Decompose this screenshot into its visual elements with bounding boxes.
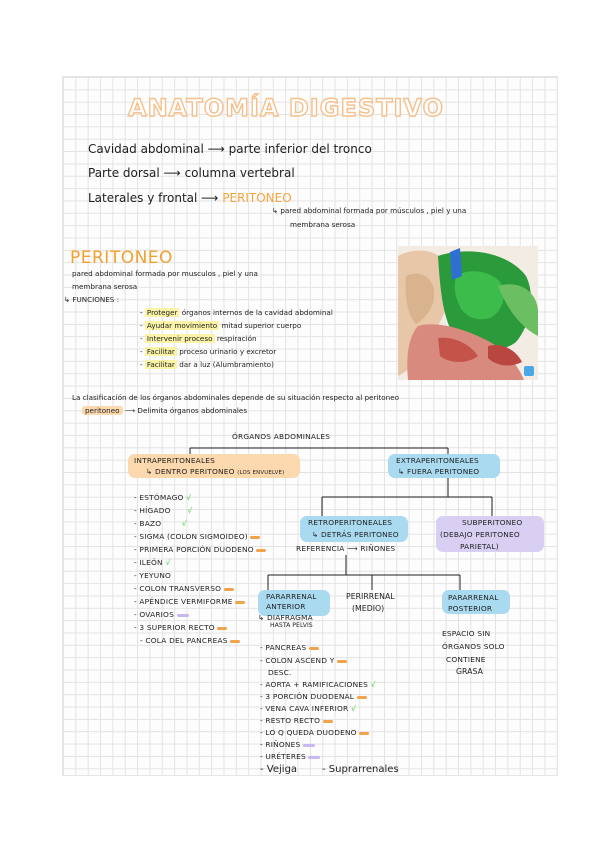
pararrenal-posterior-l1: PARARRENAL bbox=[448, 593, 499, 602]
intra-organ: - BAZO √ bbox=[134, 519, 187, 528]
retro-organ-suprarrenales: - Suprarrenales bbox=[322, 764, 399, 775]
retro-organ: - URÉTERES bbox=[260, 753, 320, 760]
pararrenal-anterior-l4: HASTA PELVIS bbox=[270, 622, 313, 629]
intra-organ: - COLON TRANSVERSO bbox=[134, 585, 234, 592]
retro-organ: - LO Q QUEDA DUODENO bbox=[260, 729, 369, 736]
page-title: ANATOMÍA DIGESTIVO bbox=[128, 94, 444, 122]
intra-title: INTRAPERITONEALES bbox=[134, 456, 216, 465]
function-item: - Intervenir proceso respiración bbox=[140, 334, 257, 343]
intra-organ: - YEYUNO bbox=[134, 571, 172, 580]
abdomen-illustration bbox=[398, 246, 538, 380]
function-item: - Facilitar dar a luz (Alumbramiento) bbox=[140, 360, 274, 369]
retro-reference: REFERENCIA ⟶ RIÑONES bbox=[296, 544, 396, 553]
sub-line-3: PARIETAL) bbox=[460, 542, 499, 551]
intra-organ: - SIGMA (COLON SIGMOIDEO) bbox=[134, 533, 260, 540]
function-item: - Facilitar proceso urinario y excretor bbox=[140, 347, 277, 356]
peritoneo-heading: PERITONEO bbox=[70, 248, 173, 268]
pararrenal-anterior-l3: ↳ DIAFRAGMA bbox=[258, 613, 313, 622]
intra-organ: - COLA DEL PANCREAS bbox=[140, 637, 240, 644]
retro-organ: - AORTA + RAMIFICACIONES √ bbox=[260, 680, 376, 689]
function-item: - Proteger órganos internos de la cavidad abdominal bbox=[140, 308, 333, 317]
sub-line-2: (DEBAJO PERITONEO bbox=[440, 530, 520, 539]
retro-sub: ↳ DETRÁS PERITONEO bbox=[312, 530, 399, 539]
retro-organ: - PANCREAS bbox=[260, 644, 319, 651]
retro-organ: - COLON ASCEND Y bbox=[260, 657, 347, 664]
retro-organ: - VENA CAVA INFERIOR √ bbox=[260, 704, 357, 713]
peritoneo-definition: pared abdominal formada por musculos , piel y una bbox=[72, 269, 258, 278]
pararrenal-anterior-l1: PARARRENAL bbox=[266, 592, 317, 601]
intra-organ: - ILEÓN √ bbox=[134, 558, 171, 567]
posterior-note: ÓRGANOS SOLO bbox=[442, 642, 505, 651]
classification-text-2: peritoneo ⟶ Delimita órganos abdominales bbox=[82, 407, 247, 414]
intra-sub: ↳ DENTRO PERITONEO (LOS ENVUELVE) bbox=[146, 467, 285, 476]
perirrenal-l2: (MEDIO) bbox=[352, 604, 385, 613]
peritoneo-definition-2: membrana serosa bbox=[72, 282, 138, 291]
sub-title: SUBPERITONEO bbox=[462, 518, 523, 527]
posterior-note: ESPACIO SIN bbox=[442, 629, 491, 638]
retro-organ: - RIÑONES bbox=[260, 741, 315, 748]
tree-root: ÓRGANOS ABDOMINALES bbox=[232, 432, 331, 441]
retro-organ-last: - Vejiga bbox=[260, 764, 298, 775]
intra-organ: - OVARIOS bbox=[134, 611, 189, 618]
posterior-note: GRASA bbox=[456, 667, 483, 676]
classification-text: La clasificación de los órganos abdominales depende de su situación respecto al peritoneo bbox=[72, 393, 400, 402]
perirrenal-l1: PERIRRENAL bbox=[346, 592, 395, 601]
functions-label: ↳ FUNCIONES : bbox=[64, 295, 120, 304]
intra-organ: - APÉNDICE VERMIFORME bbox=[134, 598, 245, 605]
pararrenal-posterior-l2: POSTERIOR bbox=[448, 604, 493, 613]
intra-organ: - 3 SUPERIOR RECTO bbox=[134, 624, 227, 631]
peritoneo-note: ↳ pared abdominal formada por músculos , piel y una bbox=[272, 206, 467, 215]
intra-organ: - PRIMERA PORCIÓN DUODENO bbox=[134, 546, 266, 553]
grid-paper bbox=[62, 76, 558, 776]
intro-line-2: Parte dorsal ⟶ columna vertebral bbox=[88, 166, 295, 180]
intro-line-3: Laterales y frontal ⟶ PERITONEO bbox=[88, 191, 292, 205]
pararrenal-anterior-l2: ANTERIOR bbox=[266, 602, 306, 611]
extra-title: EXTRAPERITONEALES bbox=[396, 456, 479, 465]
intra-organ: - ESTÓMAGO √ bbox=[134, 493, 192, 502]
extra-sub: ↳ FUERA PERITONEO bbox=[398, 467, 480, 476]
function-item: - Ayudar movimiento mitad superior cuerpo bbox=[140, 321, 302, 330]
intro-line-1: Cavidad abdominal ⟶ parte inferior del tronco bbox=[88, 142, 372, 156]
intra-organ: - HÍGADO √ bbox=[134, 506, 193, 515]
posterior-note: CONTIENE bbox=[446, 655, 486, 664]
retro-organ: - 3 PORCIÓN DUODENAL bbox=[260, 693, 367, 700]
retro-organ: DESC. bbox=[268, 668, 292, 677]
peritoneo-note-2: membrana serosa bbox=[290, 220, 356, 229]
retro-title: RETROPERITONEALES bbox=[308, 518, 393, 527]
retro-organ: - RESTO RECTO bbox=[260, 717, 333, 724]
